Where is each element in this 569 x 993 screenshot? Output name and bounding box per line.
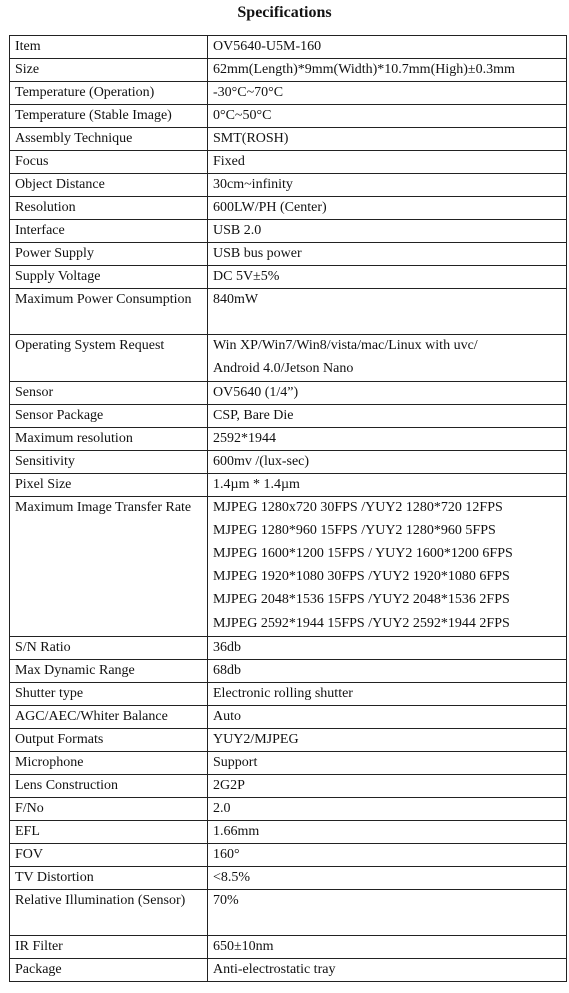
- spec-value-line: 30cm~infinity: [213, 177, 293, 192]
- spec-value: [208, 682, 567, 705]
- spec-label: AGC/AEC/Whiter Balance: [10, 705, 208, 728]
- table-row: [10, 889, 567, 935]
- spec-value-line: 70%: [213, 892, 239, 908]
- spec-value: [208, 128, 567, 151]
- spec-label: Temperature (Operation): [10, 82, 208, 105]
- spec-value-line: USB bus power: [213, 246, 302, 261]
- spec-value-line: OV5640 (1/4”): [213, 384, 299, 400]
- spec-value-line: 68db: [213, 662, 241, 678]
- table-row: [10, 636, 567, 659]
- spec-label: TV Distortion: [10, 866, 208, 889]
- spec-value: [208, 243, 567, 266]
- spec-value: [208, 496, 567, 636]
- spec-value-line: Android 4.0/Jetson Nano: [213, 360, 354, 376]
- spec-value-line: 2.0: [213, 800, 231, 816]
- spec-value-line: 600mv /(lux-sec): [213, 453, 310, 469]
- spec-label: Focus: [10, 151, 208, 174]
- spec-label: Shutter type: [10, 682, 208, 705]
- spec-label: Maximum resolution: [10, 427, 208, 450]
- spec-value: [208, 404, 567, 427]
- spec-label: Sensitivity: [10, 450, 208, 473]
- spec-value-line: -30°C~70°C: [213, 85, 284, 100]
- table-row: [10, 381, 567, 404]
- spec-value: [208, 174, 567, 197]
- spec-label: FOV: [10, 843, 208, 866]
- spec-label: Maximum Image Transfer Rate: [10, 496, 208, 636]
- table-row: [10, 266, 567, 289]
- spec-value-line: 160°: [213, 846, 240, 862]
- spec-value-line: MJPEG 1600*1200 15FPS / YUY2 1600*1200 6FPS: [213, 545, 513, 561]
- spec-value: [208, 774, 567, 797]
- spec-value: [208, 797, 567, 820]
- spec-label: Power Supply: [10, 243, 208, 266]
- table-row: [10, 243, 567, 266]
- spec-value: [208, 59, 567, 82]
- table-row: [10, 473, 567, 496]
- spec-value-line: Fixed: [213, 154, 245, 169]
- spec-label: Lens Construction: [10, 774, 208, 797]
- spec-value: [208, 36, 567, 59]
- spec-value: [208, 266, 567, 289]
- specifications-table: [9, 35, 567, 982]
- table-row: [10, 450, 567, 473]
- spec-value: [208, 889, 567, 935]
- spec-label: Relative Illumination (Sensor): [10, 889, 208, 935]
- table-row: [10, 105, 567, 128]
- page-title: Specifications: [237, 4, 332, 21]
- spec-value-line: CSP, Bare Die: [213, 407, 294, 423]
- spec-value: [208, 473, 567, 496]
- spec-value-line: MJPEG 1280x720 30FPS /YUY2 1280*720 12FPS: [213, 499, 503, 515]
- spec-value-line: <8.5%: [213, 869, 251, 885]
- spec-value: [208, 705, 567, 728]
- table-row: [10, 866, 567, 889]
- spec-value: [208, 659, 567, 682]
- table-row: [10, 659, 567, 682]
- table-row: [10, 797, 567, 820]
- spec-value-line: DC 5V±5%: [213, 269, 280, 284]
- spec-value-line: Anti-electrostatic tray: [213, 961, 336, 977]
- spec-label: Supply Voltage: [10, 266, 208, 289]
- spec-label: Item: [10, 36, 208, 59]
- table-row: [10, 404, 567, 427]
- table-row: [10, 289, 567, 335]
- table-row: [10, 820, 567, 843]
- spec-value: [208, 105, 567, 128]
- spec-value: [208, 820, 567, 843]
- spec-value: [208, 151, 567, 174]
- spec-value-line: 36db: [213, 639, 241, 655]
- spec-value-line: USB 2.0: [213, 223, 262, 238]
- table-row: [10, 427, 567, 450]
- spec-value-line: Win XP/Win7/Win8/vista/mac/Linux with uvc/: [213, 338, 478, 353]
- spec-label: Size: [10, 59, 208, 82]
- spec-label: Maximum Power Consumption: [10, 289, 208, 335]
- spec-value: [208, 335, 567, 382]
- spec-label: IR Filter: [10, 935, 208, 958]
- spec-label: Pixel Size: [10, 473, 208, 496]
- spec-label: Operating System Request: [10, 335, 208, 382]
- spec-value-line: 1.66mm: [213, 823, 260, 839]
- table-row: [10, 705, 567, 728]
- spec-value: [208, 289, 567, 335]
- spec-value-line: 600LW/PH (Center): [213, 200, 327, 215]
- table-row: [10, 82, 567, 105]
- spec-value: [208, 197, 567, 220]
- spec-value-line: 1.4µm * 1.4µm: [213, 476, 300, 492]
- spec-label: Object Distance: [10, 174, 208, 197]
- spec-value-line: MJPEG 2048*1536 15FPS /YUY2 2048*1536 2FPS: [213, 592, 510, 608]
- table-row: [10, 958, 567, 981]
- spec-value-line: YUY2/MJPEG: [213, 731, 299, 747]
- table-row: [10, 843, 567, 866]
- spec-value-line: Support: [213, 754, 258, 770]
- spec-value: [208, 728, 567, 751]
- spec-value: [208, 450, 567, 473]
- spec-value-line: MJPEG 1280*960 15FPS /YUY2 1280*960 5FPS: [213, 522, 496, 538]
- spec-label: Output Formats: [10, 728, 208, 751]
- table-row: [10, 174, 567, 197]
- spec-label: Assembly Technique: [10, 128, 208, 151]
- spec-value-line: MJPEG 1920*1080 30FPS /YUY2 1920*1080 6FPS: [213, 569, 510, 585]
- spec-value: [208, 381, 567, 404]
- spec-label: Microphone: [10, 751, 208, 774]
- table-row: [10, 751, 567, 774]
- spec-value: [208, 636, 567, 659]
- table-row: [10, 128, 567, 151]
- spec-label: EFL: [10, 820, 208, 843]
- spec-label: Max Dynamic Range: [10, 659, 208, 682]
- table-row: [10, 935, 567, 958]
- table-row: [10, 220, 567, 243]
- table-row: [10, 774, 567, 797]
- spec-label: Sensor Package: [10, 404, 208, 427]
- spec-value-line: Electronic rolling shutter: [213, 685, 353, 701]
- spec-value-line: 2592*1944: [213, 430, 276, 446]
- spec-label: Temperature (Stable Image): [10, 105, 208, 128]
- spec-value: [208, 427, 567, 450]
- spec-value-line: 62mm(Length)*9mm(Width)*10.7mm(High)±0.3mm: [213, 62, 515, 77]
- spec-value: [208, 935, 567, 958]
- spec-value: [208, 843, 567, 866]
- spec-label: Package: [10, 958, 208, 981]
- table-row: [10, 36, 567, 59]
- spec-label: S/N Ratio: [10, 636, 208, 659]
- spec-value: [208, 958, 567, 981]
- spec-value-line: 650±10nm: [213, 938, 274, 954]
- spec-value-line: OV5640-U5M-160: [213, 39, 322, 54]
- table-row: [10, 151, 567, 174]
- spec-value-line: Auto: [213, 708, 241, 724]
- spec-label: Interface: [10, 220, 208, 243]
- table-row: [10, 728, 567, 751]
- table-row: [10, 197, 567, 220]
- spec-value-line: 840mW: [213, 292, 259, 307]
- table-row: [10, 59, 567, 82]
- table-row: [10, 496, 567, 636]
- table-row: [10, 682, 567, 705]
- spec-value-line: 2G2P: [213, 777, 245, 793]
- spec-value-line: SMT(ROSH): [213, 131, 289, 146]
- spec-value-line: 0°C~50°C: [213, 108, 272, 123]
- spec-value: [208, 82, 567, 105]
- spec-value-line: MJPEG 2592*1944 15FPS /YUY2 2592*1944 2FPS: [213, 615, 510, 631]
- spec-label: Sensor: [10, 381, 208, 404]
- spec-label: Resolution: [10, 197, 208, 220]
- spec-value: [208, 220, 567, 243]
- spec-value: [208, 866, 567, 889]
- spec-value: [208, 751, 567, 774]
- table-row: [10, 335, 567, 382]
- spec-label: F/No: [10, 797, 208, 820]
